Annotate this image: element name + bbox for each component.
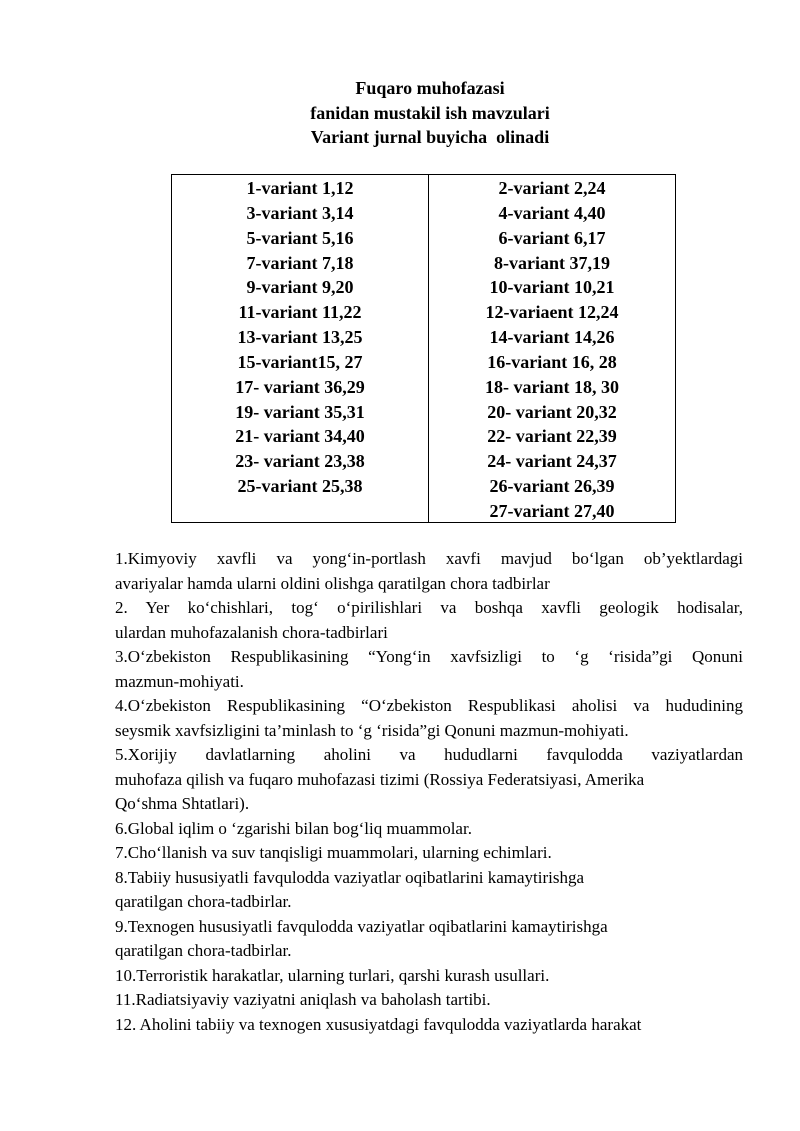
- topic-line: seysmik xavfsizligini ta’minlash to ‘g ‘risida”gi Qonuni mazmun-mohiyati.: [115, 720, 629, 740]
- title-line-2: fanidan mustakil ish mavzulari: [310, 102, 550, 123]
- variant-cell: 7-variant 7,18: [246, 252, 354, 273]
- topic-line: qaratilgan chora-tadbirlar.: [115, 892, 292, 911]
- topic-line: 2. Yer ko‘chishlari, tog‘ o‘pirilishlari va boshqa xavfli geologik hodisalar,: [115, 598, 743, 617]
- topic-list: [115, 547, 743, 1037]
- variant-cell: 24- variant 24,37: [487, 451, 617, 472]
- variant-cell: 1-variant 1,12: [246, 178, 354, 198]
- variant-column-odd: [172, 175, 429, 522]
- topic-item: [115, 964, 743, 989]
- topic-line: 3.O‘zbekiston Respublikasining “Yong‘in xavfsizligi to ‘g ‘risida”gi Qonuni: [115, 647, 743, 666]
- document-title: [0, 76, 800, 150]
- topic-line: muhofaza qilish va fuqaro muhofazasi tizimi (Rossiya Federatsiyasi, Amerika: [115, 769, 645, 789]
- topic-line: 9.Texnogen hususiyatli favqulodda vaziyatlar oqibatlarini kamaytirishga: [115, 916, 608, 936]
- variant-cell: 19- variant 35,31: [235, 401, 365, 422]
- variant-cell: 17- variant 36,29: [235, 376, 365, 397]
- topic-line: mazmun-mohiyati.: [115, 671, 244, 691]
- variant-table: [171, 174, 676, 523]
- title-line-1: Fuqaro muhofazasi: [355, 78, 505, 98]
- variant-cell: 25-variant 25,38: [237, 476, 363, 497]
- variant-cell: 20- variant 20,32: [487, 401, 617, 422]
- variant-cell: 8-variant 37,19: [494, 252, 610, 273]
- variant-cell: 11-variant 11,22: [238, 302, 362, 323]
- variant-cell: 27-variant 27,40: [489, 500, 615, 521]
- topic-line: 6.Global iqlim o ‘zgarishi bilan bog‘liq muammolar.: [115, 818, 472, 838]
- variant-cell: 12-variaent 12,24: [485, 302, 619, 323]
- variant-cell: 15-variant15, 27: [237, 351, 363, 372]
- topic-line: 10.Terroristik harakatlar, ularning turlari, qarshi kurash usullari.: [115, 965, 550, 985]
- title-line-3: Variant jurnal buyicha olinadi: [310, 127, 550, 147]
- topic-item: [115, 694, 743, 743]
- topic-item: [115, 1013, 743, 1038]
- variant-column-even: [429, 175, 675, 522]
- topic-item: [115, 596, 743, 645]
- topic-item: [115, 915, 743, 964]
- variant-cell: 13-variant 13,25: [237, 327, 363, 348]
- variant-cell: 2-variant 2,24: [498, 178, 606, 198]
- variant-cell: 16-variant 16, 28: [487, 351, 617, 372]
- topic-item: [115, 841, 743, 866]
- topic-line: 5.Xorijiy davlatlarning aholini va hududlarni favqulodda vaziyatlardan: [115, 745, 743, 764]
- variant-cell: 21- variant 34,40: [235, 426, 365, 447]
- topic-line: 4.O‘zbekiston Respublikasining “O‘zbekiston Respublikasi aholisi va hududining: [115, 696, 743, 715]
- topic-line: ulardan muhofazalanish chora-tadbirlari: [115, 622, 388, 642]
- variant-cell: 18- variant 18, 30: [485, 376, 619, 397]
- variant-cell: 5-variant 5,16: [246, 227, 354, 248]
- topic-line: avariyalar hamda ularni oldini olishga qaratilgan chora tadbirlar: [115, 573, 550, 593]
- topic-line: 12. Aholini tabiiy va texnogen xususiyatdagi favqulodda vaziyatlarda harakat: [115, 1014, 642, 1034]
- variant-cell: 6-variant 6,17: [498, 227, 606, 248]
- topic-line: 7.Cho‘llanish va suv tanqisligi muammolari, ularning echimlari.: [115, 843, 552, 862]
- topic-line: qaratilgan chora-tadbirlar.: [115, 941, 292, 960]
- topic-line: Qo‘shma Shtatlari).: [115, 794, 250, 813]
- variant-cell: 23- variant 23,38: [235, 451, 365, 472]
- variant-cell: 3-variant 3,14: [246, 202, 354, 223]
- topic-line: 1.Kimyoviy xavfli va yong‘in-portlash xavfi mavjud bo‘lgan ob’yektlardagi: [115, 549, 743, 568]
- variant-cell: 26-variant 26,39: [489, 476, 615, 497]
- topic-item: [115, 547, 743, 596]
- topic-item: [115, 817, 743, 842]
- variant-cell: 10-variant 10,21: [489, 277, 615, 298]
- topic-item: [115, 743, 743, 817]
- topic-item: [115, 645, 743, 694]
- topic-item: [115, 866, 743, 915]
- topic-item: [115, 988, 743, 1013]
- variant-cell: 9-variant 9,20: [246, 277, 354, 298]
- topic-line: 11.Radiatsiyaviy vaziyatni aniqlash va baholash tartibi.: [115, 990, 491, 1009]
- topic-line: 8.Tabiiy hususiyatli favqulodda vaziyatlar oqibatlarini kamaytirishga: [115, 867, 585, 887]
- variant-cell: 4-variant 4,40: [498, 202, 606, 223]
- variant-cell: 22- variant 22,39: [487, 426, 617, 447]
- variant-cell: 14-variant 14,26: [489, 327, 615, 348]
